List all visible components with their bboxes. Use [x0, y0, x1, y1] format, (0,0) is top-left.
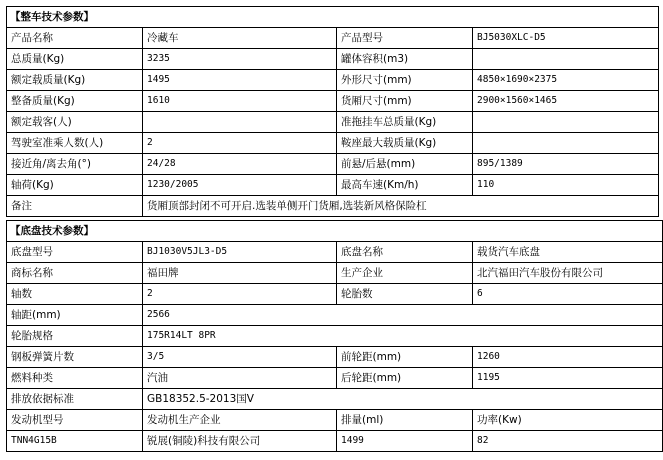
vehicle-spec-value-cell: 110: [473, 175, 659, 196]
vehicle-spec-label-cell: 产品型号: [337, 28, 473, 49]
vehicle-spec-value-cell: 1230/2005: [143, 175, 337, 196]
vehicle-spec-value-cell: 3235: [143, 49, 337, 70]
chassis-spec-row: [7, 284, 663, 305]
vehicle-spec-value-cell: [473, 112, 659, 133]
vehicle-spec-label-cell: 最高车速(Km/h): [337, 175, 473, 196]
chassis-spec-table: [6, 220, 663, 452]
chassis-spec-value-cell: 1195: [473, 368, 663, 389]
chassis-spec-value-cell: BJ1030V5JL3-D5: [143, 242, 337, 263]
vehicle-section-title: 【整车技术参数】: [7, 7, 659, 28]
vehicle-spec-row: [7, 91, 659, 112]
chassis-spec-value-cell: 6: [473, 284, 663, 305]
vehicle-spec-value-cell: [143, 112, 337, 133]
chassis-spec-row: [7, 368, 663, 389]
chassis-spec-value-cell: 2: [143, 284, 337, 305]
chassis-spec-label-cell: 燃料种类: [7, 368, 143, 389]
vehicle-spec-value-cell: 895/1389: [473, 154, 659, 175]
vehicle-spec-label-cell: 准拖挂车总质量(Kg): [337, 112, 473, 133]
vehicle-spec-row: [7, 70, 659, 91]
chassis-spec-value-cell: 载货汽车底盘: [473, 242, 663, 263]
chassis-spec-label-cell: 轮胎数: [337, 284, 473, 305]
engine-value-cell: 锐展(铜陵)科技有限公司: [143, 431, 337, 452]
chassis-spec-value-cell: 汽油: [143, 368, 337, 389]
vehicle-spec-label-cell: 额定载客(人): [7, 112, 143, 133]
chassis-spec-wide-row: [7, 326, 663, 347]
engine-header-cell: 功率(Kw): [473, 410, 663, 431]
chassis-spec-wide-row: [7, 389, 663, 410]
vehicle-spec-value-cell: 2: [143, 133, 337, 154]
vehicle-spec-row: [7, 112, 659, 133]
chassis-spec-wide-row: [7, 305, 663, 326]
chassis-spec-wide-value-cell: 175R14LT 8PR: [143, 326, 663, 347]
engine-row: [7, 431, 663, 452]
chassis-spec-row: [7, 347, 663, 368]
chassis-spec-label-cell: 底盘名称: [337, 242, 473, 263]
chassis-spec-value-cell: 1260: [473, 347, 663, 368]
remark-label-cell: 备注: [7, 196, 143, 217]
vehicle-spec-table: [6, 6, 659, 217]
vehicle-spec-value-cell: BJ5030XLC-D5: [473, 28, 659, 49]
chassis-spec-label-cell: 后轮距(mm): [337, 368, 473, 389]
chassis-spec-value-cell: 3/5: [143, 347, 337, 368]
vehicle-spec-label-cell: 接近角/离去角(°): [7, 154, 143, 175]
vehicle-spec-value-cell: 1610: [143, 91, 337, 112]
chassis-spec-label-cell: 钢板弹簧片数: [7, 347, 143, 368]
vehicle-spec-label-cell: 总质量(Kg): [7, 49, 143, 70]
chassis-spec-label-cell: 轴数: [7, 284, 143, 305]
vehicle-spec-label-cell: 罐体容积(m3): [337, 49, 473, 70]
vehicle-spec-value-cell: [473, 133, 659, 154]
chassis-section-title: 【底盘技术参数】: [7, 221, 663, 242]
vehicle-spec-value-cell: 冷藏车: [143, 28, 337, 49]
chassis-spec-wide-value-cell: GB18352.5-2013国V: [143, 389, 663, 410]
engine-header-cell: 发动机生产企业: [143, 410, 337, 431]
vehicle-spec-row: [7, 28, 659, 49]
vehicle-spec-label-cell: 前悬/后悬(mm): [337, 154, 473, 175]
engine-header-row: [7, 410, 663, 431]
vehicle-spec-value-cell: [473, 49, 659, 70]
chassis-spec-label-cell: 商标名称: [7, 263, 143, 284]
vehicle-spec-label-cell: 额定载质量(Kg): [7, 70, 143, 91]
vehicle-spec-label-cell: 整备质量(Kg): [7, 91, 143, 112]
vehicle-spec-row: [7, 133, 659, 154]
chassis-spec-wide-value-cell: 2566: [143, 305, 663, 326]
vehicle-spec-value-cell: 2900×1560×1465: [473, 91, 659, 112]
vehicle-spec-row: [7, 175, 659, 196]
vehicle-spec-label-cell: 货厢尺寸(mm): [337, 91, 473, 112]
engine-header-cell: 发动机型号: [7, 410, 143, 431]
chassis-spec-row: [7, 263, 663, 284]
vehicle-spec-value-cell: 1495: [143, 70, 337, 91]
vehicle-spec-row: [7, 154, 659, 175]
chassis-spec-value-cell: 北汽福田汽车股份有限公司: [473, 263, 663, 284]
chassis-spec-row: [7, 242, 663, 263]
chassis-spec-value-cell: 福田牌: [143, 263, 337, 284]
engine-header-cell: 排量(ml): [337, 410, 473, 431]
chassis-spec-wide-label-cell: 排放依据标准: [7, 389, 143, 410]
vehicle-spec-label-cell: 轴荷(Kg): [7, 175, 143, 196]
vehicle-spec-row: [7, 49, 659, 70]
vehicle-spec-label-cell: 鞍座最大载质量(Kg): [337, 133, 473, 154]
remark-value-cell: 货厢顶部封闭不可开启.选装单侧开门货厢,选装新风格保险杠: [143, 196, 659, 217]
chassis-spec-label-cell: 生产企业: [337, 263, 473, 284]
chassis-spec-label-cell: 底盘型号: [7, 242, 143, 263]
engine-value-cell: 1499: [337, 431, 473, 452]
vehicle-spec-label-cell: 产品名称: [7, 28, 143, 49]
chassis-spec-wide-label-cell: 轴距(mm): [7, 305, 143, 326]
chassis-spec-label-cell: 前轮距(mm): [337, 347, 473, 368]
vehicle-spec-value-cell: 24/28: [143, 154, 337, 175]
remark-row: [7, 196, 659, 217]
engine-value-cell: 82: [473, 431, 663, 452]
vehicle-spec-label-cell: 外形尺寸(mm): [337, 70, 473, 91]
engine-value-cell: TNN4G15B: [7, 431, 143, 452]
vehicle-spec-value-cell: 4850×1690×2375: [473, 70, 659, 91]
chassis-spec-wide-label-cell: 轮胎规格: [7, 326, 143, 347]
vehicle-spec-label-cell: 驾驶室准乘人数(人): [7, 133, 143, 154]
